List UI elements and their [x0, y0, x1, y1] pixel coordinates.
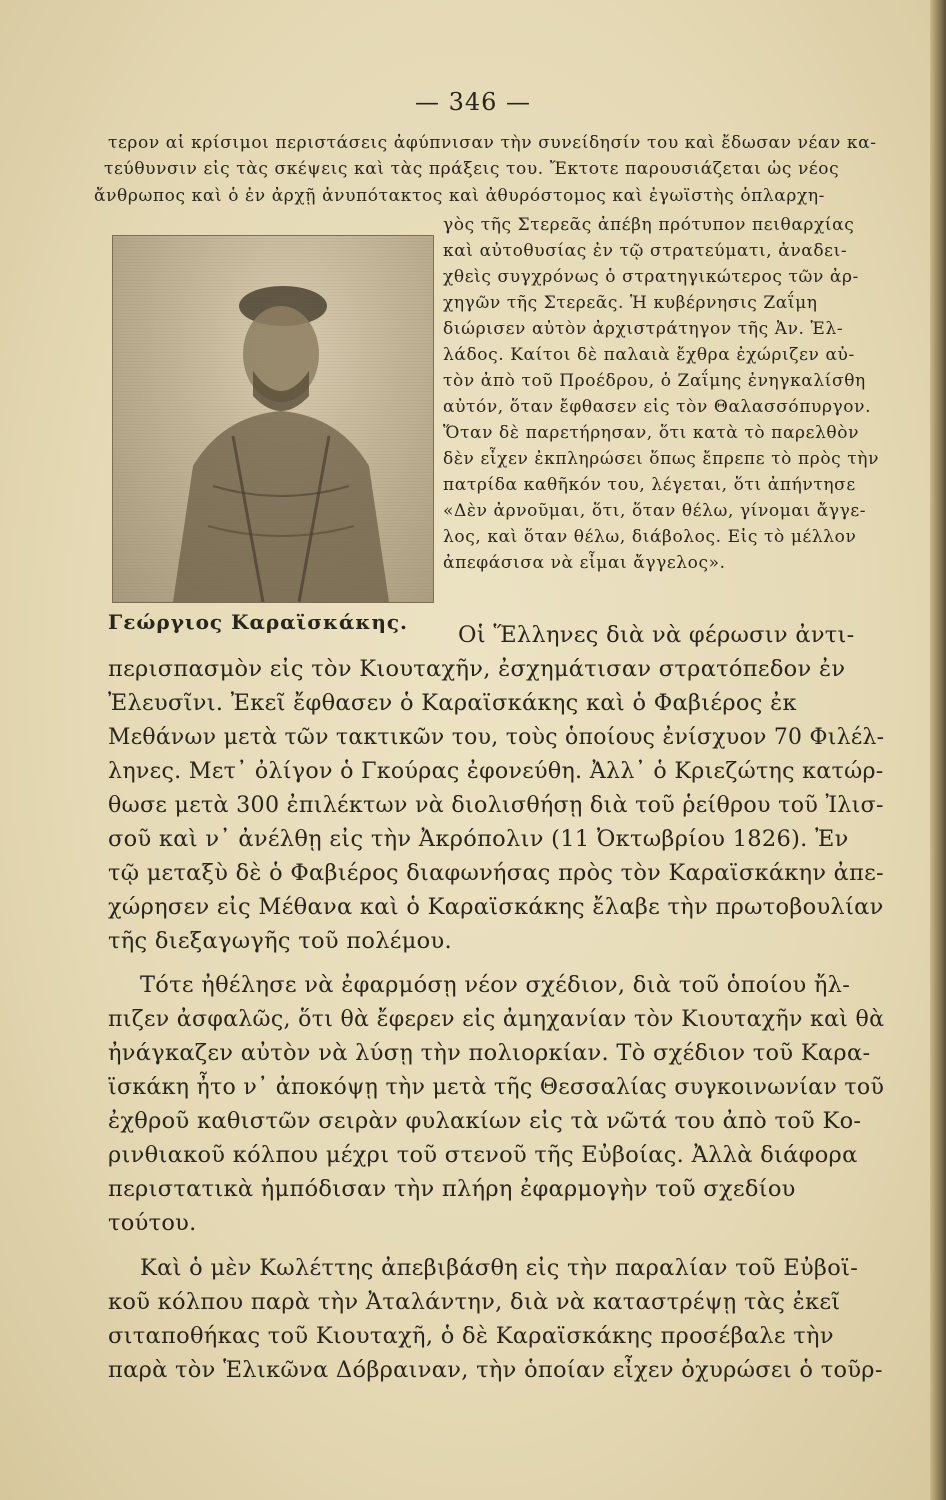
text-line: τερον αἱ κρίσιμοι περιστάσεις ἀφύπνισαν τὴν συνείδησίν του καὶ ἔδωσαν νέαν κα-: [108, 133, 877, 153]
text-line: τῆς διεξαγωγῆς τοῦ πολέμου.: [108, 928, 452, 954]
text-line: καὶ αὐτοθυσίας ἐν τῷ στρατεύματι, ἀναδει-: [443, 241, 848, 261]
text-line: κοῦ κόλπου παρὰ τὴν Ἀταλάντην, διὰ νὰ καταστρέψῃ τὰς ἐκεῖ: [108, 1289, 841, 1315]
text-line: παρὰ τὸν Ἑλικῶνα Δόβραιναν, τὴν ὁποίαν εἶχεν ὀχυρώσει ὁ τοῦρ-: [108, 1357, 883, 1383]
text-line: χθεὶς συγχρόνως ὁ στρατηγικώτερος τῶν ἀρ-: [443, 267, 859, 287]
text-line: περισπασμὸν εἰς τὸν Κιουταχῆν, ἐσχημάτισαν στρατόπεδον ἐν: [108, 656, 846, 682]
text-line: «Δὲν ἀρνοῦμαι, ὅτι, ὅταν θέλω, γίνομαι ἄγγε-: [443, 501, 867, 521]
text-line: ἐχθροῦ καθιστῶν σειρὰν φυλακίων εἰς τὰ νῶτά του ἀπὸ τοῦ Κο-: [108, 1108, 862, 1134]
page-number: — 346 —: [414, 88, 532, 116]
portrait-engraving: [112, 235, 434, 603]
text-line: πατρίδα καθῆκόν του, λέγεται, ὅτι ἀπήντησε: [443, 475, 856, 495]
text-line: τεύθυνσιν εἰς τὰς σκέψεις καὶ τὰς πράξεις του. Ἔκτοτε παρουσιάζεται ὡς νέος: [104, 159, 840, 179]
text-line: χηγῶν τῆς Στερεᾶς. Ἡ κυβέρνησις Ζαΐμη: [443, 293, 818, 313]
text-line: ρινθιακοῦ κόλπου μέχρι τοῦ στενοῦ τῆς Εὐβοίας. Ἀλλὰ διάφορα: [108, 1142, 858, 1168]
text-line: σιταποθήκας τοῦ Κιουταχῆ, ὁ δὲ Καραϊσκάκης προσέβαλε τὴν: [108, 1323, 834, 1349]
text-line: χώρησεν εἰς Μέθανα καὶ ὁ Καραϊσκάκης ἔλαβε τὴν πρωτοβουλίαν: [108, 894, 884, 920]
text-line: σοῦ καὶ ν᾽ ἀνέλθῃ εἰς τὴν Ἀκρόπολιν (11 Ὀκτωβρίου 1826). Ἐν: [108, 826, 849, 852]
text-line: γὸς τῆς Στερεᾶς ἀπέβη πρότυπον πειθαρχίας: [443, 215, 855, 235]
text-line: θωσε μετὰ 300 ἐπιλέκτων νὰ διολισθήσῃ διὰ τοῦ ῥείθρου τοῦ Ἰλισ-: [108, 792, 884, 818]
text-line: περιστατικὰ ἠμπόδισαν τὴν πλήρη ἐφαρμογὴν τοῦ σχεδίου: [108, 1176, 796, 1202]
text-line: αὐτόν, ὅταν ἔφθασεν εἰς τὸν Θαλασσόπυργον.: [443, 397, 872, 417]
text-line: Καὶ ὁ μὲν Κωλέττης ἀπεβιβάσθη εἰς τὴν παραλίαν τοῦ Εὐβοϊ-: [140, 1255, 859, 1281]
text-line: τῷ μεταξὺ δὲ ὁ Φαβιέρος διαφωνήσας πρὸς τὸν Καραϊσκάκην ἀπε-: [108, 860, 884, 886]
portrait-caption: Γεώργιος Καραϊσκάκης.: [108, 610, 409, 634]
text-line: ἄνθρωπος καὶ ὁ ἐν ἀρχῇ ἀνυπότακτος καὶ ἀθυρόστομος καὶ ἐγωϊστὴς ὁπλαρχη-: [94, 186, 826, 206]
text-line: Ὅταν δὲ παρετήρησαν, ὅτι κατὰ τὸ παρελθὸν: [443, 423, 859, 443]
text-line: διώρισεν αὐτὸν ἀρχιστράτηγον τῆς Ἀν. Ἑλ-: [443, 319, 844, 339]
portrait-figure-icon: [113, 236, 433, 602]
text-line: ἠνάγκαζεν αὐτὸν νὰ λύσῃ τὴν πολιορκίαν. Τὸ σχέδιον τοῦ Καρα-: [108, 1040, 871, 1066]
text-line: Ἐλευσῖνι. Ἐκεῖ ἔφθασεν ὁ Καραϊσκάκης καὶ ὁ Φαβιέρος ἐκ: [108, 690, 797, 716]
text-line: ϊσκάκη ἦτο ν᾽ ἀποκόψῃ τὴν μετὰ τῆς Θεσσαλίας συγκοινωνίαν τοῦ: [108, 1074, 885, 1100]
text-line: τούτου.: [108, 1210, 197, 1236]
text-line: Τότε ἠθέλησε νὰ ἐφαρμόσῃ νέον σχέδιον, διὰ τοῦ ὁποίου ἤλ-: [140, 972, 851, 998]
text-line: ληνες. Μετ᾽ ὀλίγον ὁ Γκούρας ἐφονεύθη. Ἀλλ᾽ ὁ Κριεζώτης κατώρ-: [108, 758, 884, 784]
text-line: πιζεν ἀσφαλῶς, ὅτι θὰ ἔφερεν εἰς ἀμηχανίαν τὸν Κιουταχῆν καὶ θὰ: [108, 1006, 885, 1032]
text-line: Οἱ Ἕλληνες διὰ νὰ φέρωσιν ἀντι-: [458, 622, 855, 648]
text-line: λος, καὶ ὅταν θέλω, διάβολος. Εἰς τὸ μέλλον: [443, 527, 857, 547]
text-line: ἀπεφάσισα νὰ εἶμαι ἄγγελος».: [443, 553, 726, 573]
text-line: τὸν ἀπὸ τοῦ Προέδρου, ὁ Ζαΐμης ἐνηγκαλίσθη: [443, 371, 866, 391]
text-line: λάδος. Καίτοι δὲ παλαιὰ ἔχθρα ἐχώριζεν αὐ-: [443, 345, 855, 365]
text-line: δὲν εἶχεν ἐκπληρώσει ὅπως ἔπρεπε τὸ πρὸς τὴν: [443, 449, 880, 469]
text-line: Μεθάνων μετὰ τῶν τακτικῶν του, τοὺς ὁποίους ἐνίσχυον 70 Φιλέλ-: [108, 724, 885, 750]
book-spine-edge: [930, 0, 946, 1500]
